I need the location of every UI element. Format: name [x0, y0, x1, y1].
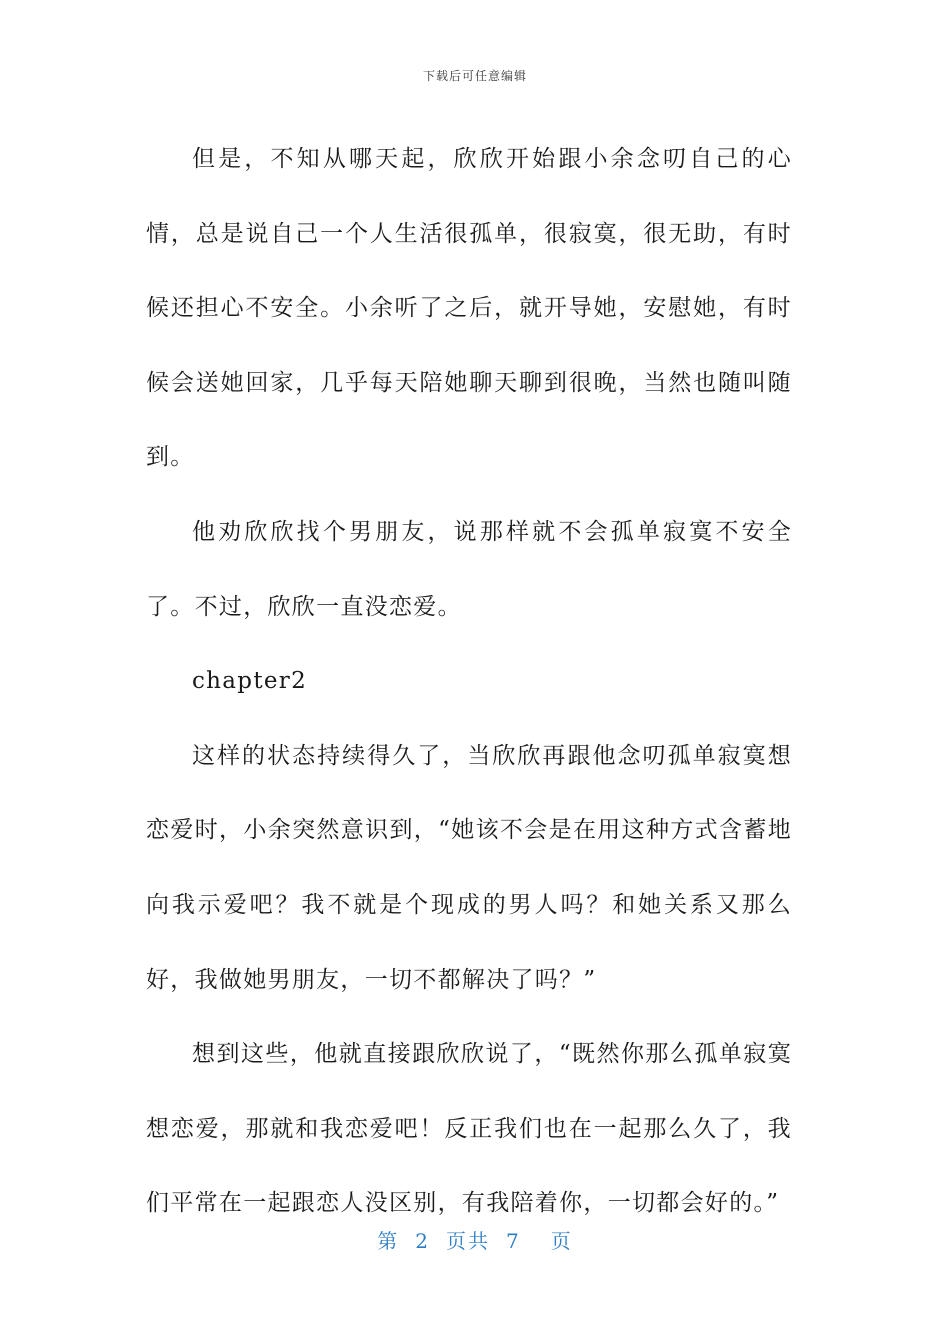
footer-prefix: 第 [377, 1229, 400, 1253]
chapter-heading: chapter2 [192, 668, 308, 695]
document-body [146, 122, 792, 1241]
header-note: 下载后可任意编辑 [422, 69, 527, 83]
paragraph: 但是，不知从哪天起，欣欣开始跟小余念叨自己的心情，总是说自己一个人生活很孤单，很寂寞，很无助，有时候还担心不安全。小余听了之后，就开导她，安慰她，有时候会送她回家，几乎每天陪她聊天聊到很晚，当然也随叫随到。 [146, 146, 792, 471]
footer-suffix: 页 [550, 1229, 573, 1253]
total-pages-number: 7 [506, 1229, 521, 1253]
paragraph: 想到这些，他就直接跟欣欣说了，“既然你那么孤单寂寞想恋爱，那就和我恋爱吧！反正我们也在一起那么久了，我们平常在一起跟恋人没区别，有我陪着你，一切都会好的。” [146, 1041, 792, 1217]
page-number-footer [0, 1225, 950, 1254]
current-page-number: 2 [415, 1229, 430, 1253]
footer-middle: 页共 [446, 1229, 490, 1253]
paragraph: 他劝欣欣找个男朋友，说那样就不会孤单寂寞不安全了。不过，欣欣一直没恋爱。 [146, 518, 792, 620]
paragraph: 这样的状态持续得久了，当欣欣再跟他念叨孤单寂寞想恋爱时，小余突然意识到，“她该不会是在用这种方式含蓄地向我示爱吧？我不就是个现成的男人吗？和她关系又那么好，我做她男朋友，一切不都解决了吗？” [146, 742, 792, 993]
